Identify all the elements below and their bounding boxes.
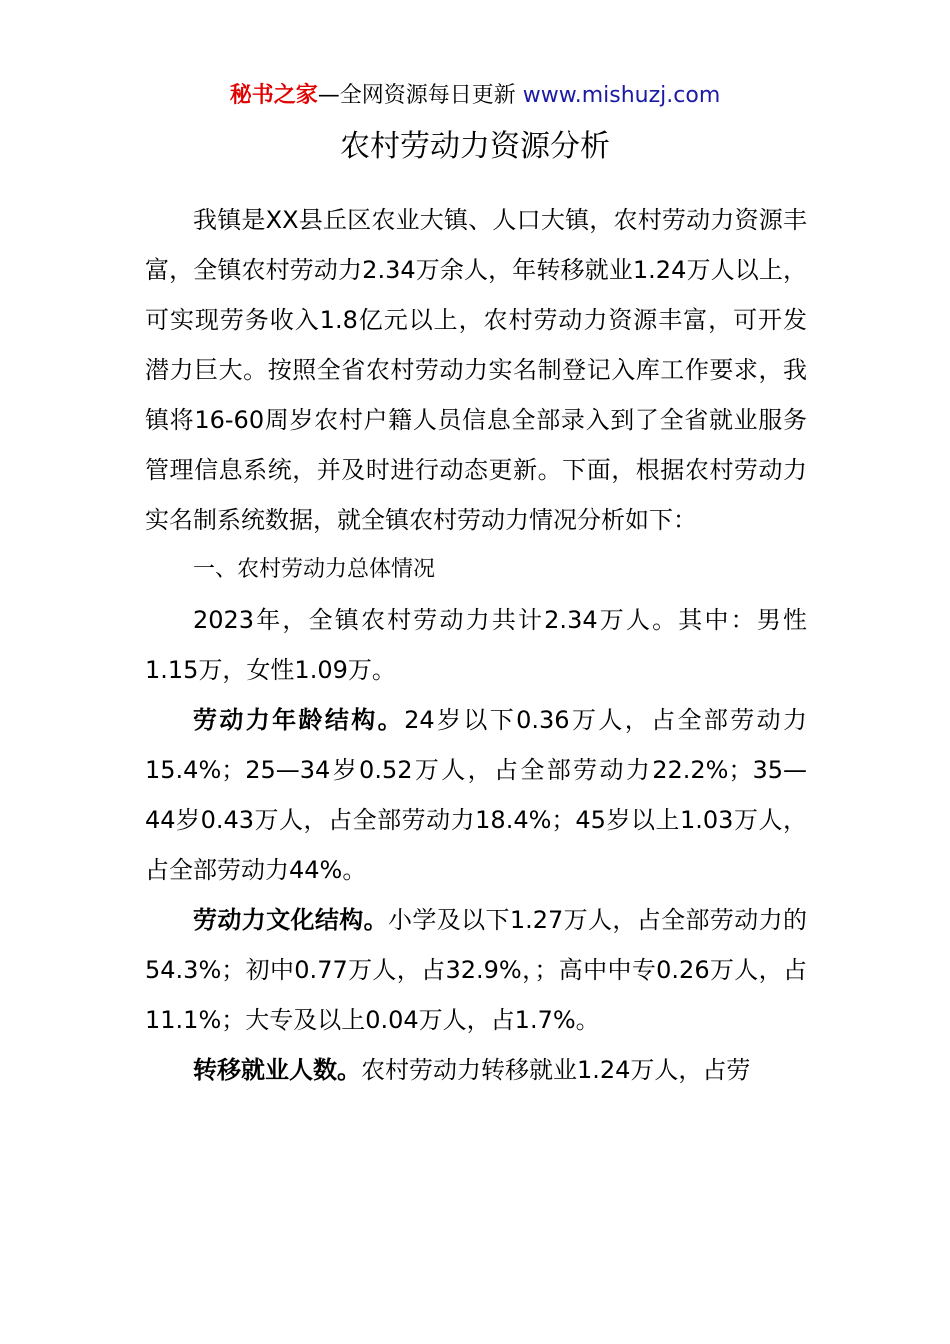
age-structure-text: 24岁以下0.36万人，占全部劳动力15.4%；25—34岁0.52万人，占全部劳动力22.2%；35—44岁0.43万人，占全部劳动力18.4%；45岁以上1.03万人，占全部劳动力44%。 xyxy=(145,706,808,884)
education-structure-text: 小学及以下1.27万人，占全部劳动力的54.3%；初中0.77万人，占32.9%，；高中中专0.26万人，占11.1%；大专及以上0.04万人，占1.7%。 xyxy=(145,906,808,1034)
document-body xyxy=(145,195,807,1095)
brand-name: 秘书之家 xyxy=(229,83,318,108)
transfer-employment-paragraph xyxy=(145,1045,807,1095)
age-structure-paragraph xyxy=(145,695,807,895)
transfer-employment-text: 农村劳动力转移就业1.24万人，占劳 xyxy=(361,1056,751,1084)
intro-paragraph: 我镇是XX县丘区农业大镇、人口大镇，农村劳动力资源丰富，全镇农村劳动力2.34万余人，年转移就业1.24万人以上，可实现劳务收入1.8亿元以上，农村劳动力资源丰富，可开发潜力巨大。按照全省农村劳动力实名制登记入库工作要求，我镇将16-60周岁农村户籍人员信息全部录入到了全省就业服务管理信息系统，并及时进行动态更新。下面，根据农村劳动力实名制系统数据，就全镇农村劳动力情况分析如下： xyxy=(145,206,807,534)
document-title: 农村劳动力资源分析 xyxy=(340,129,610,164)
education-structure-lead: 劳动力文化结构。 xyxy=(193,906,388,934)
site-slogan: —全网资源每日更新 xyxy=(317,83,516,108)
site-header xyxy=(0,80,950,112)
overview-paragraph: 2023年，全镇农村劳动力共计2.34万人。其中：男性1.15万，女性1.09万。 xyxy=(145,606,807,684)
section-heading-1: 一、农村劳动力总体情况 xyxy=(193,557,436,582)
site-url-link[interactable]: www.mishuzj.com xyxy=(522,83,721,108)
education-structure-paragraph xyxy=(145,895,807,1045)
age-structure-lead: 劳动力年龄结构。 xyxy=(193,706,405,734)
transfer-employment-lead: 转移就业人数。 xyxy=(193,1056,361,1084)
